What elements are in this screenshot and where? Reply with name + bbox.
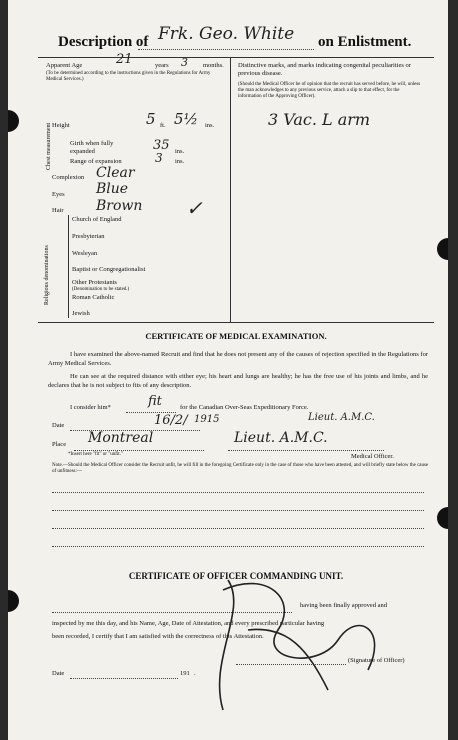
months-label: months. <box>203 62 224 69</box>
commanding-date-label: Date <box>52 670 65 677</box>
girth-value: 35 <box>153 138 170 153</box>
insert-note: *Insert here "fit" or "unfit." <box>68 452 123 457</box>
date-value: 16/2/ <box>154 413 188 428</box>
blank-line <box>52 546 424 547</box>
religion-item: Wesleyan <box>72 250 98 257</box>
marks-note: (Should the Medical Officer be of opinion that the recruit has served before, he will, unless the man acknowledges to any previous service, attach a slip to that effect, for the information of the Approving Officer). <box>238 82 421 99</box>
place-value: Montreal <box>88 430 154 446</box>
complexion-label: Complexion <box>52 174 85 181</box>
medical-para2: He can see at the required distance with either eye; his heart and lungs are healthy; he has the free use of his joints and limbs, and he declares that he is not subject to fits of any description. <box>48 373 428 389</box>
height-label: Height <box>52 122 70 129</box>
eyes-value: Blue <box>96 181 129 197</box>
frame-divider <box>38 322 434 323</box>
complexion-value: Clear <box>96 165 135 181</box>
range-ins-label: ins. <box>175 158 185 165</box>
medical-heading: CERTIFICATE OF MEDICAL EXAMINATION. <box>145 331 327 341</box>
frame-top <box>38 57 434 58</box>
blank-line <box>52 510 424 511</box>
height-ins: 5½ <box>174 110 199 128</box>
recruit-name: Frk. Geo. White <box>158 24 295 44</box>
punch-hole <box>437 507 448 529</box>
religion-item-note: (Denomination to be stated.) <box>72 287 130 292</box>
medical-officer-signature: Lieut. A.M.C. <box>234 430 328 446</box>
religion-check-mark: ✓ <box>186 196 203 220</box>
medical-officer-label: Medical Officer. <box>351 453 394 460</box>
blank-line <box>52 492 424 493</box>
range-label: Range of expansion <box>70 158 122 165</box>
age-months: 3 <box>181 56 188 69</box>
religion-item: Church of England <box>72 216 122 223</box>
medical-para1: I have examined the above-named Recruit and find that he does not present any of the causes of rejection specified in the Regulations for Army Medical Services. <box>48 351 428 367</box>
religion-label: Religious denominations <box>44 245 50 305</box>
place-label: Place <box>52 441 67 448</box>
religion-item: Roman Catholic <box>72 294 115 301</box>
column-divider <box>230 57 231 322</box>
height-ft: 5 <box>146 110 156 128</box>
eyes-label: Eyes <box>52 191 65 198</box>
punch-hole <box>8 590 19 612</box>
religion-item: Presbyterian <box>72 233 105 240</box>
signature-scribble: Lieut. A.M.C. <box>308 412 375 423</box>
ins-label: ins. <box>205 122 215 129</box>
religion-item: Jewish <box>72 310 90 317</box>
commanding-line3: been recorded, I certify that I am satisfied with the correctness of this Attestation. <box>52 633 264 640</box>
commanding-line2: inspected by me this day, and his Name, Age, Date of Attestation, and every prescribed particular having <box>52 620 325 627</box>
religion-item: Baptist or Congregationalist <box>72 266 146 273</box>
range-value: 3 <box>155 151 163 165</box>
attestation-sheet <box>8 0 448 740</box>
consider-label: I consider him* <box>70 404 111 411</box>
punch-hole <box>437 238 448 260</box>
officer-signature-label: (Signature of Officer) <box>348 657 405 664</box>
consider-suffix: for the Canadian Over-Seas Expeditionary Force. <box>180 404 309 411</box>
religion-item: Other Protestants <box>72 279 117 286</box>
punch-hole <box>8 110 19 132</box>
age-note: (To be determined according to the instructions given in the Regulations for Army Medical Services.) <box>46 71 211 82</box>
hair-value: Brown <box>96 198 143 214</box>
title-suffix: on Enlistment. <box>318 34 412 50</box>
girth-label: Girth when fully expanded <box>70 140 114 155</box>
apparent-age-label: Apparent Age <box>46 62 83 69</box>
commanding-heading: CERTIFICATE OF OFFICER COMMANDING UNIT. <box>128 571 344 581</box>
commanding-line1: having been finally approved and <box>300 602 387 609</box>
ft-label: ft. <box>160 122 166 129</box>
marks-heading: Distinctive marks, and marks indicating congenital peculiarities or previous disease. <box>238 62 411 77</box>
commanding-year-label: 191 <box>180 670 190 677</box>
title-prefix: Description of <box>58 34 149 50</box>
commanding-year-stub: . <box>194 670 196 677</box>
blank-line <box>52 528 424 529</box>
marks-value: 3 Vac. L arm <box>268 110 371 129</box>
consider-value: fit <box>148 394 162 409</box>
officer-signature-scrawl <box>188 570 398 720</box>
years-label: years <box>155 62 169 69</box>
religion-bracket <box>68 215 69 318</box>
age-years: 21 <box>116 52 133 67</box>
chest-label: Chest measurement <box>46 122 52 170</box>
date-year: 1915 <box>194 414 220 425</box>
medical-note: Note.—Should the Medical Officer consider the Recruit unfit, he will fill in the foregoing Certificate only in the case of those who have been attested, and will briefly state below the cause of unfitness:— <box>52 463 429 474</box>
date-label: Date <box>52 422 65 429</box>
hair-label: Hair <box>52 207 64 214</box>
girth-ins-label: ins. <box>175 148 185 155</box>
